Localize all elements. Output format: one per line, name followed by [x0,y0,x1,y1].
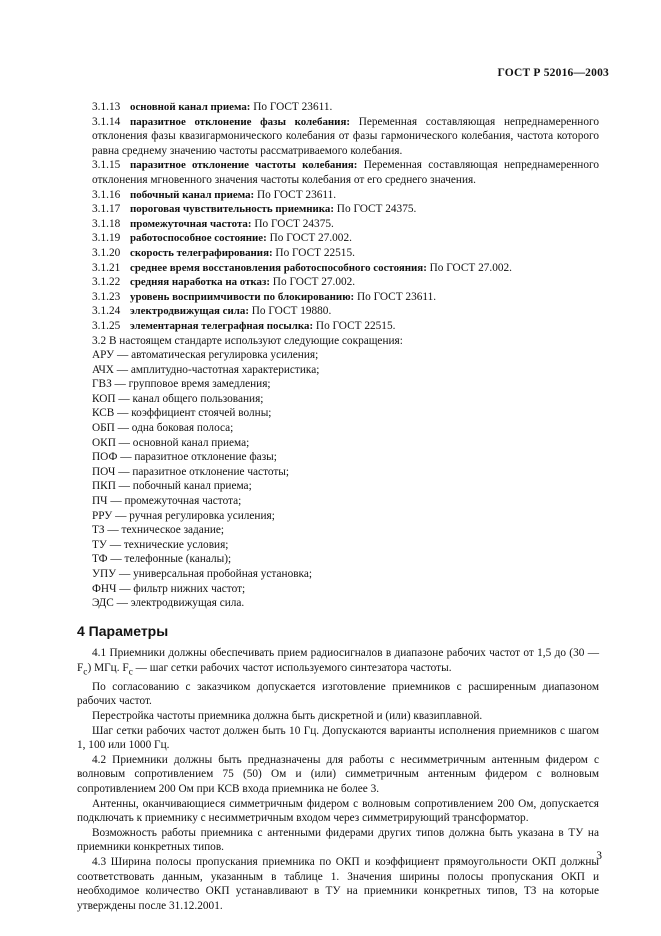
definition-term: средняя наработка на отказ: [130,276,270,289]
paragraph-4-1: 4.1 Приемники должны обеспечивать прием радиосигналов в диапазоне рабочих частот от 1,5 до (30 — $F_c$) МГц. $F_c$ — шаг сетки рабочих частот используемого синтезатора частоты. [77,647,599,678]
definition-text: По ГОСТ 24375. [333,203,417,216]
definition-item [77,231,599,246]
definition-item [77,290,599,305]
section-title: 4 Параметры [77,622,169,639]
paragraph-antennas: Антенны, оканчивающиеся симметричным фидером с волновым сопротивлением 200 Ом, допускается подключать к приемнику с несимметричным входом через симметрирующий трансформатор. [77,797,599,825]
page-content [77,100,599,913]
abbreviation-item: ЭДС — электродвижущая сила. [92,597,245,610]
paragraph-tuning: Перестройка частоты приемника должна быть дискретной и (или) квазиплавной. [92,710,483,722]
abbreviation-item: ПОЧ — паразитное отклонение частоты; [92,465,290,478]
definition-text: По ГОСТ 24375. [251,217,334,230]
definition-item [77,115,599,159]
definition-item [77,261,599,276]
definition-term: электродвижущая сила: [130,305,249,318]
definition-item [77,217,599,232]
definition-term: основной канал приема: [130,101,251,113]
abbreviation-item: ПКП — побочный канал приема; [92,480,252,493]
definition-number: 3.1.21 [92,261,121,274]
clause-3-2: 3.2 В настоящем стандарте используют следующие сокращения: [92,334,403,347]
definition-number: 3.1.16 [92,188,121,201]
definition-number: 3.1.14 [92,115,121,128]
definition-item [77,158,599,187]
definition-term: паразитное отклонение частоты колебания: [130,159,358,172]
page-number: 3 [596,850,602,862]
definition-text: По ГОСТ 23611. [254,188,337,201]
definition-number: 3.1.18 [92,217,121,230]
definition-item [77,202,599,217]
abbreviation-item: ГВЗ — групповое время замедления; [92,378,271,391]
abbreviation-item: ТФ — телефонные (каналы); [92,553,232,566]
definition-term: уровень восприимчивости по блокированию: [130,290,355,303]
abbreviation-item: КСВ — коэффициент стоячей волны; [92,407,272,420]
definitions-list [77,100,599,334]
definition-term: пороговая чувствительность приемника: [130,203,334,216]
paragraph-extended-range: По согласованию с заказчиком допускается изготовление приемников с расширенным диапазоном рабочих частот. [77,680,599,708]
abbreviation-item: ТУ — технические условия; [92,538,229,551]
abbreviation-item: ПЧ — промежуточная частота; [92,495,242,508]
document-header: ГОСТ Р 52016—2003 [497,67,609,79]
definition-number: 3.1.20 [92,246,121,259]
definition-text: По ГОСТ 23611. [354,290,437,303]
definition-number: 3.1.22 [92,276,121,289]
definition-text: По ГОСТ 27.002. [269,276,356,289]
definition-text: По ГОСТ 19880. [248,305,332,318]
paragraph-grid-step: Шаг сетки рабочих частот должен быть 10 Гц. Допускаются варианты исполнения приемников с шагом 1, 100 или 1000 Гц. [77,724,599,752]
definition-text: По ГОСТ 23611. [250,101,333,113]
definition-text: Переменная составляющая непреднамеренного отклонения фазы квазигармонического колебания от фазы гармонического колебания, частота которого равна среднему значению частоты рассматриваемого колебания. [92,115,599,157]
paragraph-feeders: Возможность работы приемника с антенными фидерами других типов должна быть указана в ТУ на приемники конкретных типов. [77,826,599,854]
definition-term: элементарная телеграфная посылка: [130,319,314,332]
definition-number: 3.1.19 [92,232,121,245]
abbreviations-list [77,348,599,611]
definition-number: 3.1.24 [92,305,121,318]
definition-number: 3.1.17 [92,203,121,216]
definition-term: среднее время восстановления работоспособного состояния: [130,261,427,274]
definition-number: 3.1.25 [92,319,121,332]
definition-item [77,100,599,115]
abbreviation-item: ПОФ — паразитное отклонение фазы; [92,451,277,464]
definition-item [77,246,599,261]
definition-number: 3.1.13 [92,101,121,113]
definition-number: 3.1.15 [92,159,121,172]
paragraph-4-2: 4.2 Приемники должны быть предназначены для работы с несимметричным антенным фидером с волновым сопротивлением 75 (50) Ом и (или) симметричным антенным фидером с волновым сопротивлением 200 Ом при КСВ входа приемника не более 3. [77,753,599,795]
definition-text: Переменная составляющая непреднамеренного отклонения мгновенного значения частоты колебания от его среднего значения. [92,159,599,186]
definition-item [77,319,599,334]
definition-text: По ГОСТ 27.002. [266,232,352,245]
definition-text: По ГОСТ 27.002. [426,261,512,274]
abbreviation-item: АЧХ — амплитудно-частотная характеристика; [92,363,320,376]
abbreviation-item: ОКП — основной канал приема; [92,436,250,449]
abbreviation-item: ТЗ — техническое задание; [92,524,225,537]
definition-item [77,304,599,319]
definition-text: По ГОСТ 22515. [272,246,355,259]
definition-term: промежуточная частота: [130,217,252,230]
definition-term: работоспособное состояние: [130,232,267,245]
definition-text: По ГОСТ 22515. [313,319,396,332]
definition-term: скорость телеграфирования: [130,246,273,259]
abbreviation-item: ОБП — одна боковая полоса; [92,422,234,435]
definition-term: побочный канал приема: [130,188,255,201]
definition-term: паразитное отклонение фазы колебания: [130,115,350,128]
definition-item [77,188,599,203]
abbreviation-item: УПУ — универсальная пробойная установка; [92,568,313,580]
paragraph-4-3: 4.3 Ширина полосы пропускания приемника по ОКП и коэффициент прямоугольности ОКП должны соответствовать данным, указанным в таблице 1. Значения ширины полосы пропускания ОКП и необходимое количество ОКП устанавливают в ТУ на приемники конкретных типов, ТЗ на которые утверждены после 31.12.2001. [77,855,599,912]
abbreviation-item: ФНЧ — фильтр нижних частот; [92,582,246,595]
abbreviation-item: РРУ — ручная регулировка усиления; [92,509,275,522]
definition-item [77,275,599,290]
abbreviation-item: АРУ — автоматическая регулировка усиления; [92,349,319,362]
abbreviation-item: КОП — канал общего пользования; [92,392,264,405]
definition-number: 3.1.23 [92,290,121,303]
